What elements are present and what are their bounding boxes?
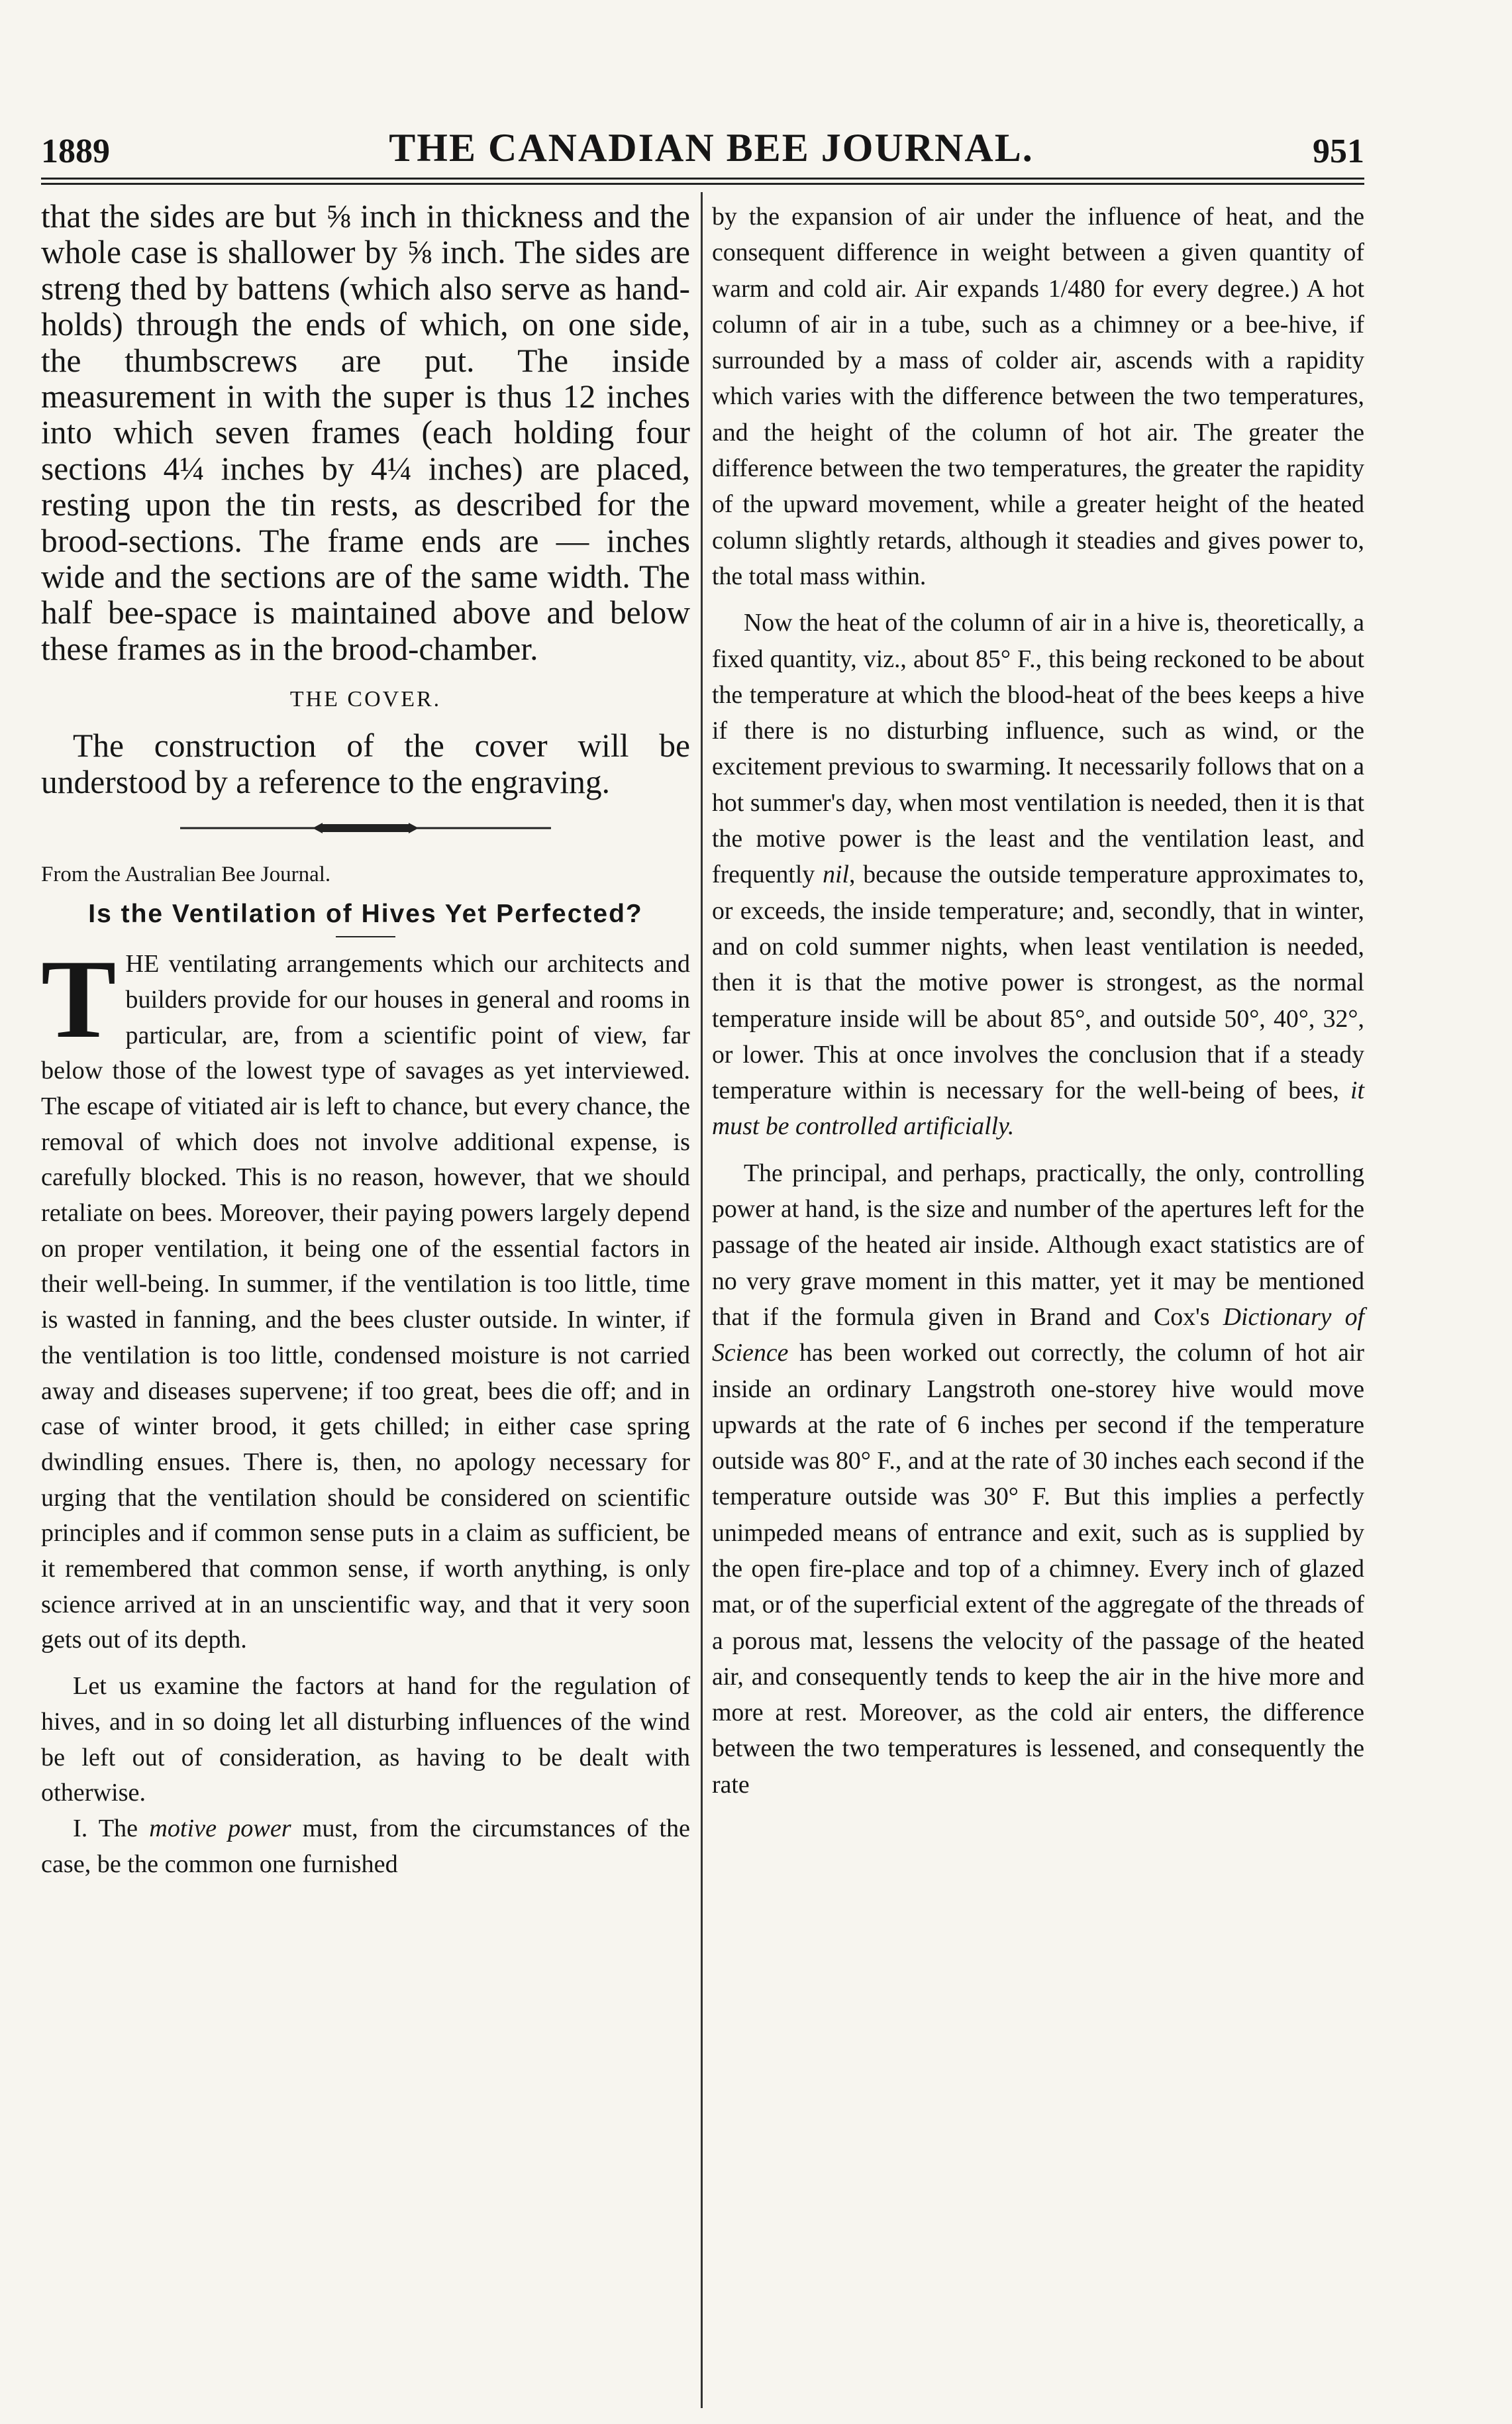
page-number: 951 [1313,132,1364,170]
right-paragraph-1: by the expansion of air under the influence of heat, and the consequent difference in weight between a given quantity of warm and cold air. Air expands 1/480 for every degree.) A hot column of air in a tube, such as a chimney or a bee-hive, if surrounded by a mass of colder air, ascends with a rapidity which varies with the difference between the two temperatures, and the height of the column of hot air. The greater the difference between the two temperatures, the greater the rapidity of the upward movement, while a greater height of the heated column slightly retards, although it steadies and gives power to, the total mass within. [712,203,1364,590]
r2-b: , because the outside temperature approximates to, or exceeds, the inside temperature; and, secondly, that in winter, and on cold summer nights, when least ventilation is needed, then it is that the motive power is strongest, as the normal temperature inside will be about 85°, and outside 50°, 40°, 32°, or lower. This at once involves the conclusion that if a steady temperature within is necessary for the well-being of bees, [712,861,1364,1105]
r3-a: The principal, and perhaps, practically, the only, controlling power at hand, is the size and number of the apertures left for the passage of the heated air inside. Although exact statistics are of no very grave moment in this matter, yet it may be mentioned that if the formula given in Brand and Cox's [712,1159,1364,1331]
column-divider [701,192,703,2408]
right-paragraph-3 [712,1155,1364,1803]
article-paragraph-3 [41,1811,690,1882]
left-column [41,199,690,1882]
title-rule [336,936,395,937]
para3-rest: must, from the circumstances of the case, be the common one furnished [41,1814,690,1878]
r2-emphasis: it must be controlled artificially. [712,1077,1364,1141]
ornamental-divider [180,820,551,836]
article-source: From the Australian Bee Journal. [41,863,331,887]
cover-paragraph: The construction of the cover will be understood by a reference to the engraving. [41,727,690,800]
para3-lead: I. The [73,1814,150,1842]
paragraph-1-text: HE ventilating arrangements which our architects and builders provide for our houses in general and rooms in particular, are, from a scientific point of view, far below those of the lowest type of savages as yet interviewed. The escape of vitiated air is left to chance, but every chance, the removal of which does not involve additional expense, is carefully blocked. This is no reason, however, that we should retaliate on bees. Moreover, their paying powers largely depend on proper ventilation, it being one of the essential factors in their well-being. In summer, if the ventilation is too little, time is wasted in fanning, and the bees cluster outside. In winter, if the ventilation is too little, condensed moisture is not carried away and diseases supervene; if too great, bees die off; and in case of winter brood, it gets chilled; in either case spring dwindling ensues. There is, then, no apology necessary for urging that the ventilation should be considered on scientific principles and if common sense puts in a claim as sufficient, be it remembered that common sense, if worth anything, is only science arrived at in an unscientific way, and that it very soon gets out of its depth. [41,950,690,1654]
article-paragraph-2: Let us examine the factors at hand for the regulation of hives, and in so doing let all disturbing influences of the wind be left out of consideration, as having to be dealt with otherwise. [41,1672,690,1807]
right-paragraph-2 [712,605,1364,1144]
continued-paragraph: that the sides are but ⅝ inch in thickness and the whole case is shallower by ⅝ inch. The sides are streng thed by battens (which also serve as hand-holds) through the ends of which, on one side, the thumbscrews are put. The inside measurement in with the super is thus 12 inches into which seven frames (each holding four sections 4¼ inches by 4¼ inches) are placed, resting upon the tin rests, as described for the brood-sections. The frame ends are — inches wide and the sections are of the same width. The half bee-space is maintained above and below these frames as in the brood-chamber. [41,198,690,667]
para3-emphasis: motive power [149,1814,291,1842]
r3-b: has been worked out correctly, the column of hot air inside an ordinary Langstroth one-storey hive would move upwards at the rate of 6 inches per second if the temperature outside was 80° F., and at the rate of 30 inches each second if the temperature outside was 30° F. But this implies a perfectly unimpeded means of entrance and exit, such as is supplied by the open fire-place and top of a chimney. Every inch of glazed mat, or of the superficial extent of the aggregate of the threads of a porous mat, lessens the velocity of the passage of the heated air, and consequently tends to keep the air in the hive more and more at rest. Moreover, as the cold air enters, the difference between the two temperatures is lessened, and consequently the rate [712,1339,1364,1799]
header-year: 1889 [41,132,110,170]
article-title: Is the Ventilation of Hives Yet Perfected? [88,900,643,929]
section-heading-cover: THE COVER. [289,687,442,712]
article-paragraph-1 [41,937,690,1658]
right-column [712,199,1364,1803]
r2-nil: nil [823,861,849,889]
drop-cap: T [41,937,117,1062]
header-double-rule [41,178,1364,185]
r3-emphasis: Dictionary of Science [712,1302,1364,1367]
journal-title: THE CANADIAN BEE JOURNAL. [389,126,1034,170]
r2-a: Now the heat of the column of air in a hive is, theoretically, a fixed quantity, viz., about 85° F., this being reckoned to be about the temperature at which the blood-heat of the bees keeps a hive if there is no disturbing influence, such as wind, or the excitement previous to swarming. It necessarily follows that on a hot summer's day, when most ventilation is needed, then it is that the motive power is the least and the ventilation least, and frequently [712,609,1364,889]
running-header [41,111,1364,171]
